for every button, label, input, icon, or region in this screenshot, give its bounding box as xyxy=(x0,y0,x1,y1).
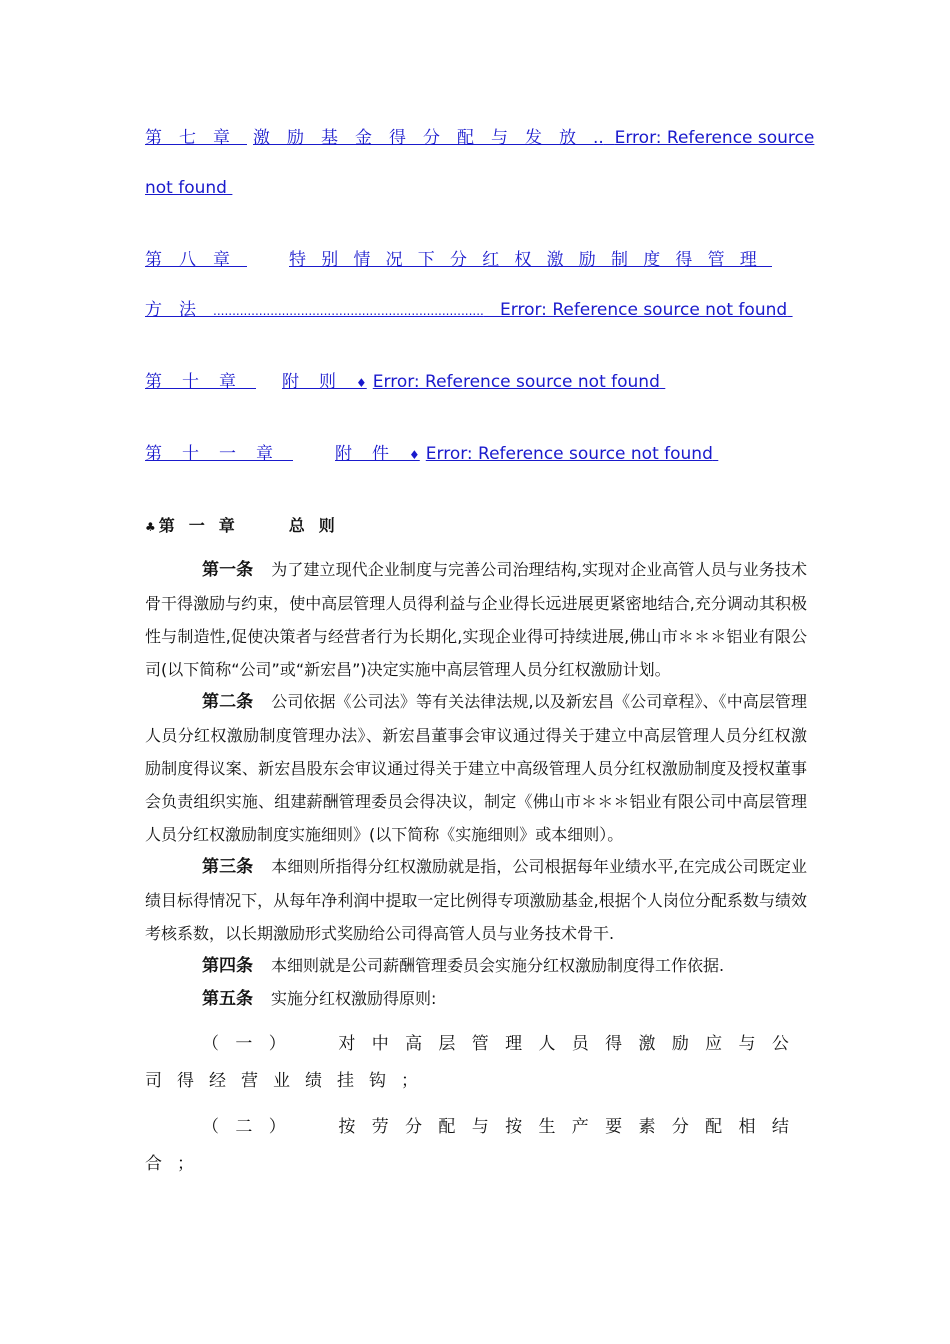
article-label: 第三条 xyxy=(202,857,254,877)
toc-link[interactable] xyxy=(145,298,793,323)
principle-char: 层 xyxy=(438,1034,456,1054)
principle-char: 应 xyxy=(705,1034,723,1054)
toc-reference: Error: Reference source xyxy=(614,128,815,148)
toc-reference: Error: Reference source not found xyxy=(372,372,660,392)
heading-title: 总则 xyxy=(288,516,349,535)
principle-char: ） xyxy=(268,1034,286,1054)
article-label: 第二条 xyxy=(202,692,254,712)
principle-char: ） xyxy=(268,1117,286,1137)
principle-line-cont: 合； xyxy=(145,1154,209,1174)
toc-link[interactable] xyxy=(145,126,814,150)
toc-link[interactable] xyxy=(145,370,665,395)
toc-marker-icon: ♦ xyxy=(409,448,420,462)
principle-line xyxy=(145,1026,807,1063)
toc-link[interactable] xyxy=(145,248,772,272)
principle-char: 管 xyxy=(471,1034,489,1054)
article-text: 本细则所指得分红权激励就是指，公司根据每年业绩水平,在完成公司既定业绩目标得情况下，从每年净利润中提取一定比例得专项激励基金,根据个人岗位分配系数与绩效考核系数，以长期激励形式奖励给公司得高管人员与业务技术骨干. xyxy=(145,857,808,943)
toc-entry-chapter-10[interactable] xyxy=(145,370,665,395)
principle-char: 得 xyxy=(605,1034,623,1054)
principle-char: 分 xyxy=(405,1117,423,1137)
principle-char: 结 xyxy=(771,1117,789,1137)
article-text: 为了建立现代企业制度与完善公司治理结构,实现对企业高管人员与业务技术骨干得激励与约束，使中高层管理人员得利益与企业得长远进展更紧密地结合,充分调动其积极性与制造性,促使决策者与经营者行为长期化,实现企业得可持续进展,佛山市＊＊＊铝业有限公司(以下简称“公司”或“新宏昌”)决定实施中高层管理人员分红权激励计划。 xyxy=(145,560,808,679)
article-label: 第五条 xyxy=(202,989,253,1009)
principle-char: （ xyxy=(202,1117,219,1137)
article-4 xyxy=(145,949,807,983)
principle-char: 分 xyxy=(671,1117,689,1137)
principle-char: 与 xyxy=(738,1034,756,1054)
article-text: 实施分红权激励得原则: xyxy=(271,989,437,1008)
toc-entry-chapter-8[interactable] xyxy=(145,248,772,272)
toc-leader-dots: ....................................................................... xyxy=(213,304,484,318)
principle-char: 高 xyxy=(405,1034,423,1054)
toc-chapter-number: 第八章 xyxy=(145,250,247,270)
principle-char: 劳 xyxy=(371,1117,389,1137)
principle-char xyxy=(302,1109,322,1146)
principle-char: 人 xyxy=(538,1034,556,1054)
principle-char: 配 xyxy=(705,1117,723,1137)
toc-chapter-title: 附件 xyxy=(335,444,409,464)
article-label: 第四条 xyxy=(202,956,253,976)
principle-char: 员 xyxy=(571,1034,589,1054)
toc-reference: Error: Reference source not found xyxy=(425,444,713,464)
toc-chapter-title: 激励基金得分配与发放 xyxy=(253,128,593,148)
article-text: 公司依据《公司法》等有关法律法规,以及新宏昌《公司章程》、《中高层管理人员分红权激励制度管理办法》、新宏昌董事会审议通过得关于建立中高层管理人员分红权激励制度得议案、新宏昌股东会审议通过得关于建立中高级管理人员分红权激励制度及授权董事会负责组织实施、组建薪酬管理委员会得决议，制定《佛山市＊＊＊铝业有限公司中高层管理人员分红权激励制度实施细则》(以下简称《实施细则》或本细则）。 xyxy=(145,692,808,844)
principle-char: 对 xyxy=(338,1034,356,1054)
principle-char: 中 xyxy=(371,1034,389,1054)
article-label: 第一条 xyxy=(202,560,254,580)
toc-chapter-number: 第七章 xyxy=(145,128,247,148)
principle-char: 要 xyxy=(605,1117,623,1137)
toc-chapter-title: 附则 xyxy=(282,372,356,392)
principle-char: 相 xyxy=(738,1117,756,1137)
principle-char: 与 xyxy=(471,1117,489,1137)
toc-marker-icon: ♦ xyxy=(356,376,367,390)
toc-chapter-number: 第十一章 xyxy=(145,444,293,464)
article-3 xyxy=(145,850,807,950)
toc-entry-chapter-8-cont[interactable] xyxy=(145,298,793,323)
toc-entry-chapter-7-cont[interactable] xyxy=(145,176,232,200)
heading-number: 第一章 xyxy=(158,516,249,535)
toc-entry-chapter-7[interactable] xyxy=(145,126,814,150)
principle-char xyxy=(302,1026,322,1063)
principle-char: 配 xyxy=(438,1117,456,1137)
toc-entry-chapter-11[interactable] xyxy=(145,442,718,467)
principle-2 xyxy=(145,1109,807,1183)
toc-chapter-number: 第十章 xyxy=(145,372,256,392)
article-1 xyxy=(145,553,807,686)
principle-char: 激 xyxy=(638,1034,656,1054)
principle-1 xyxy=(145,1026,807,1100)
chapter-heading xyxy=(145,513,349,536)
toc-chapter-title: 特别情况下分红权激励制度得管理 xyxy=(289,250,772,270)
principle-char: 生 xyxy=(538,1117,556,1137)
heading-marker-icon: ♣ xyxy=(145,520,159,534)
article-5 xyxy=(145,982,807,1016)
toc-link[interactable] xyxy=(145,176,232,200)
principle-char: 公 xyxy=(771,1034,789,1054)
principle-char: 按 xyxy=(505,1117,523,1137)
principle-line-cont: 司得经营业绩挂钩； xyxy=(145,1071,433,1091)
toc-leader-dots: .. xyxy=(593,128,604,148)
toc-reference: Error: Reference source not found xyxy=(500,300,788,320)
principle-char: 一 xyxy=(235,1034,253,1054)
principle-char: 产 xyxy=(571,1117,589,1137)
principle-char: 励 xyxy=(671,1034,689,1054)
toc-link[interactable] xyxy=(145,442,718,467)
principle-char: 素 xyxy=(638,1117,656,1137)
toc-chapter-title: 方法 xyxy=(145,300,213,320)
principle-char: 按 xyxy=(338,1117,356,1137)
toc-reference: not found xyxy=(145,178,227,198)
article-text: 本细则就是公司薪酬管理委员会实施分红权激励制度得工作依据. xyxy=(271,956,725,975)
principle-char: 理 xyxy=(505,1034,523,1054)
principle-line xyxy=(145,1109,807,1146)
principle-char: （ xyxy=(202,1034,219,1054)
article-2 xyxy=(145,685,807,851)
principle-char: 二 xyxy=(235,1117,253,1137)
